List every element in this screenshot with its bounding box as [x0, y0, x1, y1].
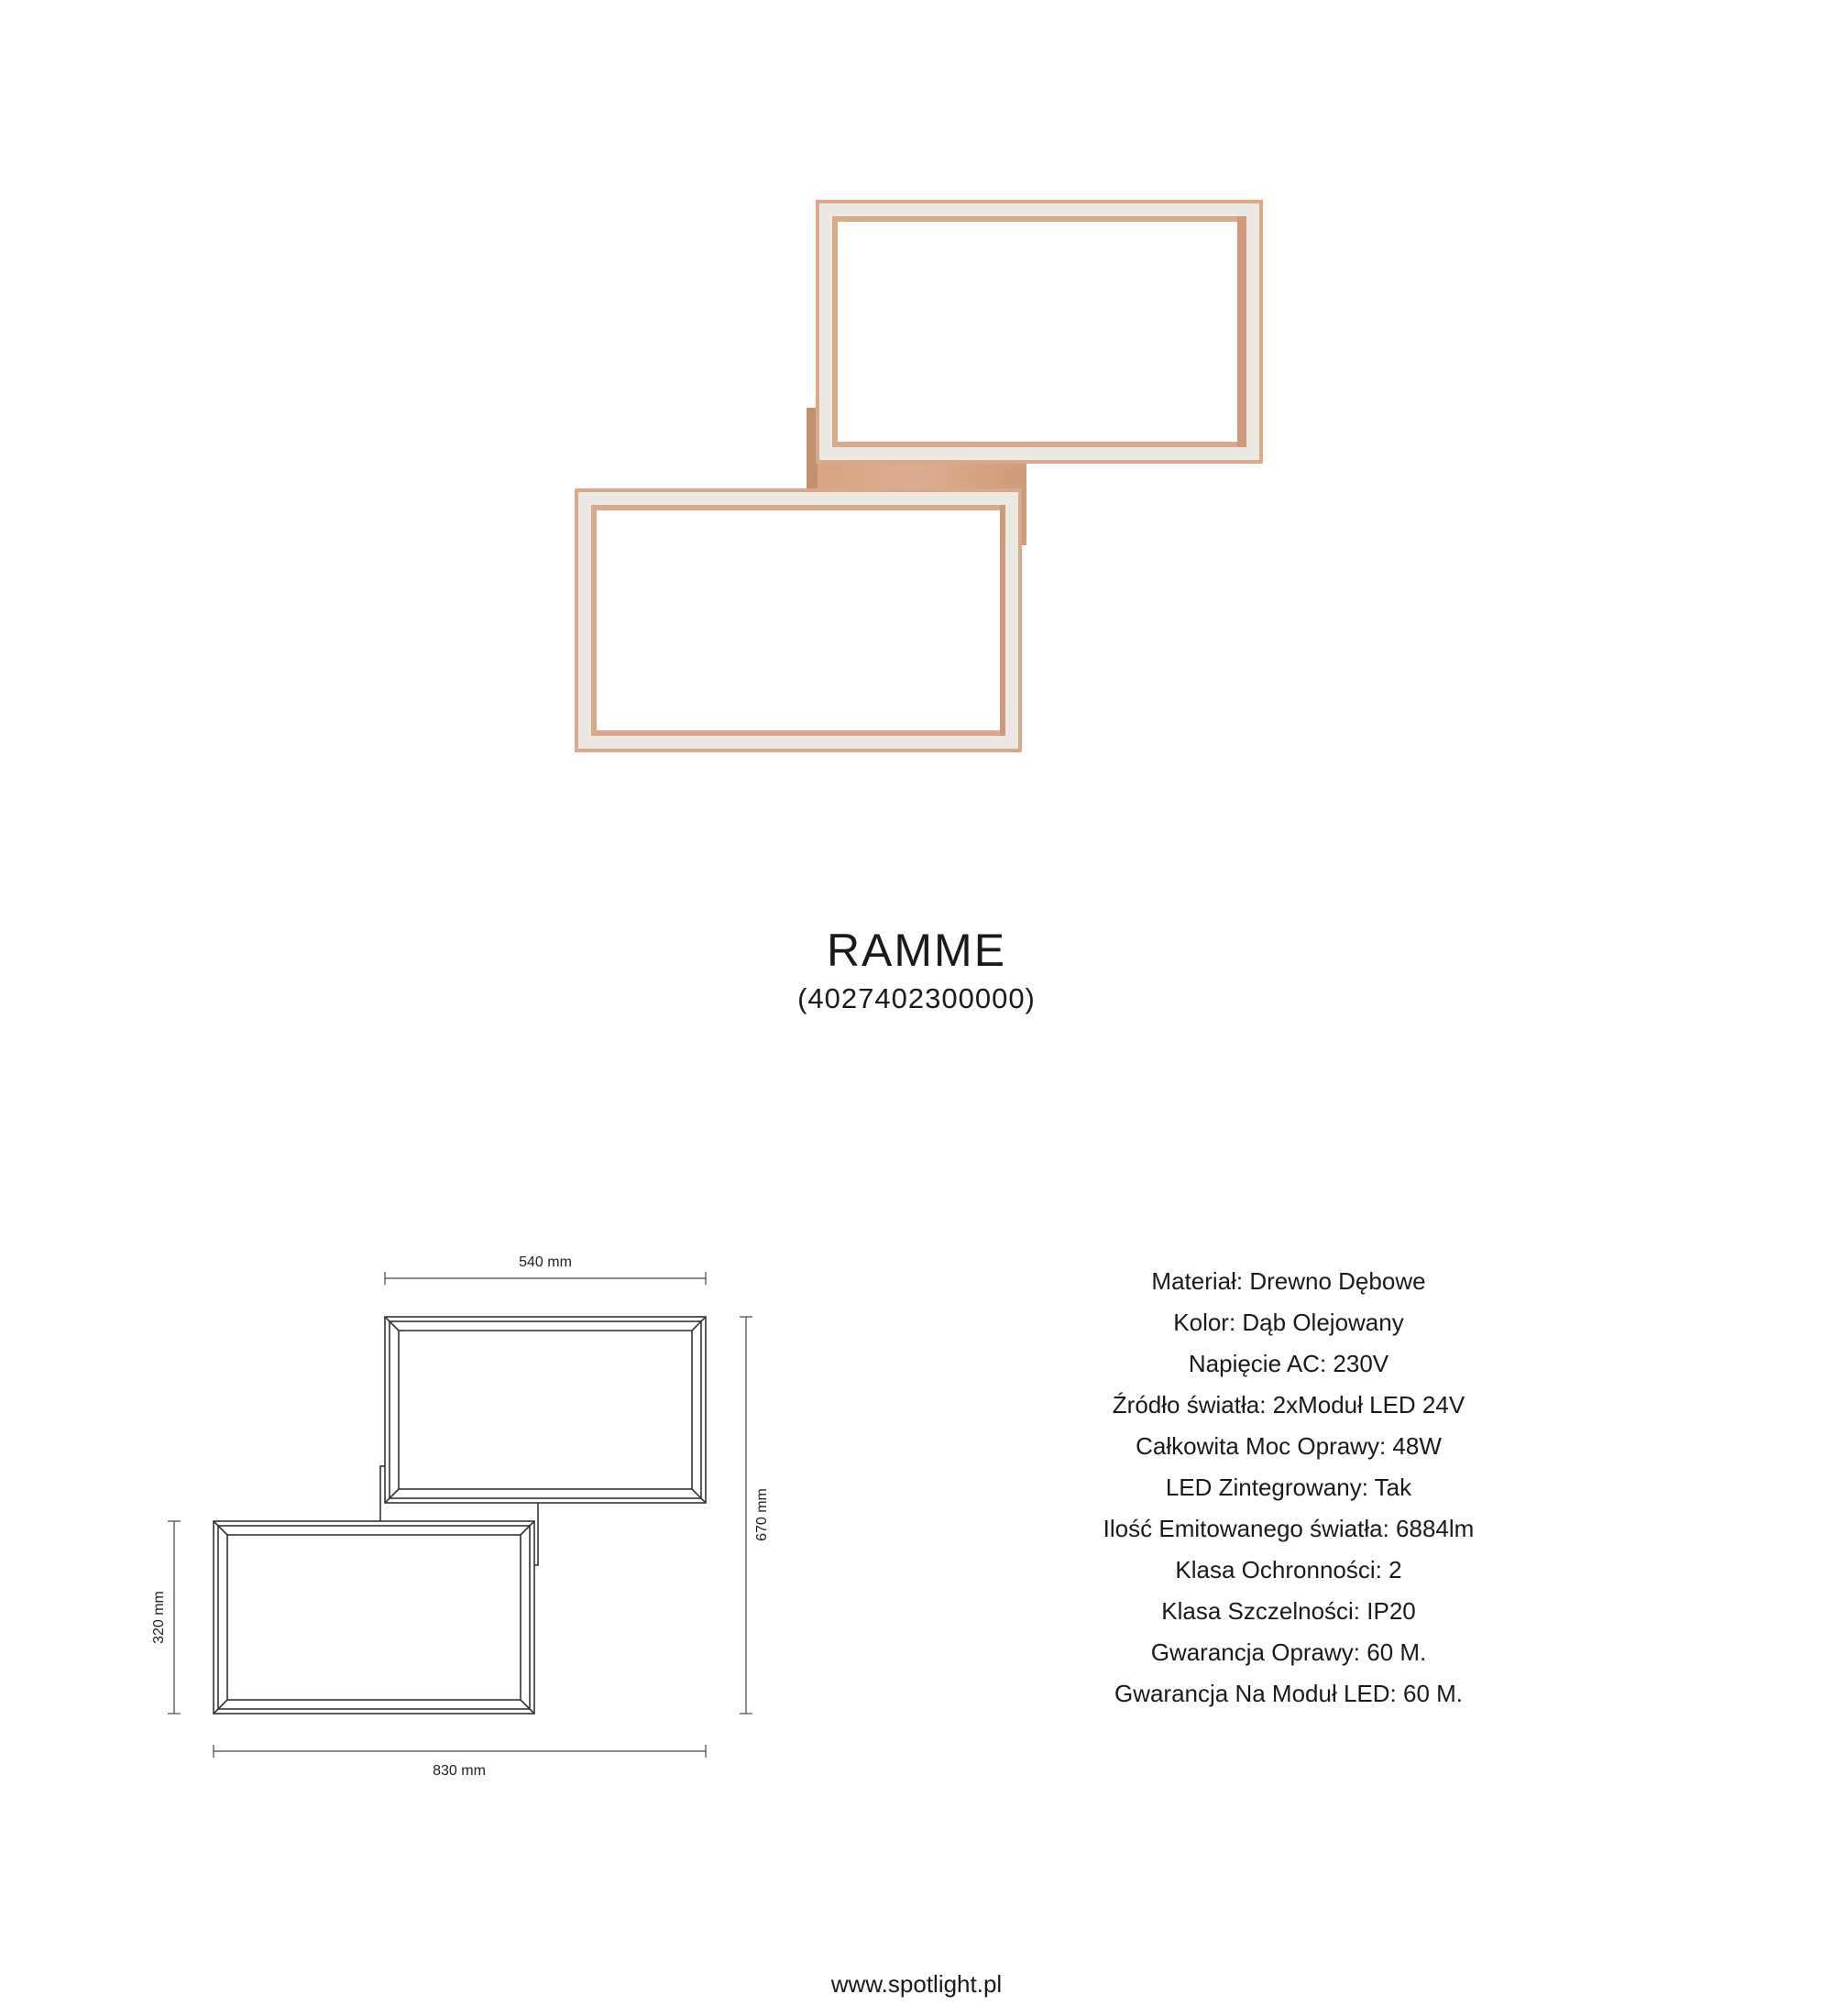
- lower-frame: [575, 488, 1022, 752]
- dim-top-width: 540 mm: [519, 1255, 572, 1270]
- upper-frame: [816, 200, 1263, 464]
- spec-item: Materiał: Drewno Dębowe: [1151, 1267, 1426, 1295]
- technical-drawing: [0, 1191, 825, 1814]
- spec-item: Gwarancja Oprawy: 60 M.: [1150, 1638, 1427, 1666]
- dim-module-height: 320 mm: [151, 1591, 167, 1644]
- spec-item: Całkowita Moc Oprawy: 48W: [1136, 1432, 1442, 1460]
- drawing-upper-frame: [385, 1317, 706, 1503]
- spec-item: Gwarancja Na Moduł LED: 60 M.: [1114, 1680, 1464, 1707]
- spec-item: Kolor: Dąb Olejowany: [1173, 1309, 1404, 1336]
- spec-item: LED Zintegrowany: Tak: [1165, 1474, 1412, 1501]
- product-photo: [0, 0, 1833, 898]
- product-title: RAMME: [826, 925, 1007, 976]
- spec-item: Klasa Szczelności: IP20: [1161, 1597, 1416, 1625]
- spec-item: Ilość Emitowanego światła: 6884lm: [1103, 1515, 1475, 1542]
- dim-total-width: 830 mm: [433, 1763, 486, 1779]
- spec-item: Źródło światła: 2xModuł LED 24V: [1112, 1391, 1465, 1419]
- spec-list: [977, 1261, 1600, 1715]
- product-code: (4027402300000): [797, 982, 1036, 1014]
- footer-url: www.spotlight.pl: [830, 1970, 1003, 1998]
- drawing-lower-frame: [214, 1521, 534, 1714]
- dim-total-height: 670 mm: [754, 1488, 770, 1541]
- spec-item: Napięcie AC: 230V: [1188, 1350, 1389, 1377]
- spec-item: Klasa Ochronności: 2: [1175, 1556, 1402, 1583]
